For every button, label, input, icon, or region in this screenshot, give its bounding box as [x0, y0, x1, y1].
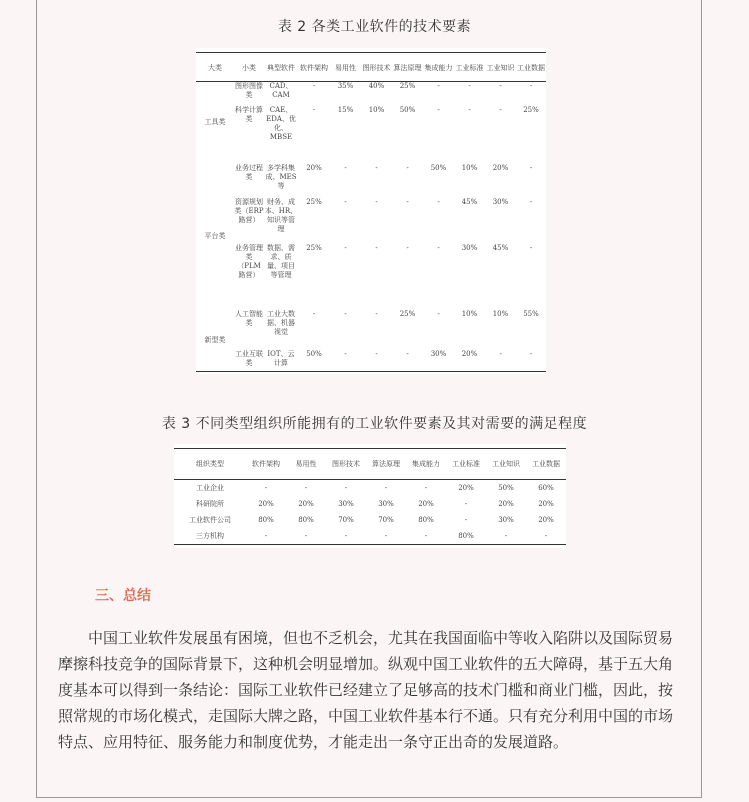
table2-header-cell: 集成能力 — [424, 63, 453, 72]
table3-cell: 80% — [418, 515, 434, 524]
table3-org: 工业软件公司 — [189, 515, 231, 524]
table2-cell: - — [375, 197, 378, 206]
table3-cell: - — [504, 531, 508, 540]
table2-cell: 30% — [492, 197, 509, 206]
table3-cell: 20% — [258, 499, 274, 508]
table2-cell: - — [499, 349, 502, 358]
table3-cell: 20% — [298, 499, 314, 508]
table2-sub: 图形图像类 — [235, 82, 263, 99]
table3-cell: 20% — [418, 499, 434, 508]
table3-cell: - — [344, 483, 348, 492]
table2-cell: 25% — [399, 309, 416, 318]
table2-cell: 10% — [368, 105, 385, 114]
table3-cell: - — [344, 531, 348, 540]
table2-header-cell: 小类 — [242, 63, 256, 72]
table2-sub: 人工智能类 — [235, 309, 263, 327]
table2-header-cell: 易用性 — [335, 63, 356, 72]
table3-org: 科研院所 — [196, 499, 224, 508]
table2-header-cell: 工业知识 — [486, 63, 515, 72]
table2-cell: - — [406, 197, 409, 206]
table2-cell: - — [375, 243, 378, 252]
table3-org: 工业企业 — [196, 483, 224, 492]
table2-image — [196, 48, 546, 374]
table2-cell: - — [499, 82, 502, 90]
table3-cell: - — [464, 499, 468, 508]
table2-cell: - — [312, 309, 316, 318]
table3-header-cell: 组织类型 — [196, 459, 224, 468]
table2-cell: - — [437, 197, 440, 206]
table2-cell: - — [499, 105, 502, 114]
table2-cell: 25% — [306, 197, 322, 206]
table3-cell: 20% — [498, 499, 514, 508]
table2-cell: - — [344, 349, 347, 358]
table2-sub: 业务管理类（PLM 路营） — [235, 243, 263, 279]
table3-cell: 70% — [378, 515, 394, 524]
table2-cell: 10% — [461, 163, 478, 172]
table-row — [174, 512, 566, 528]
table2 — [196, 52, 546, 372]
table2-cell: - — [406, 243, 409, 252]
table3-cell: 80% — [298, 515, 314, 524]
table2-cell: - — [529, 243, 533, 252]
table3-cell: - — [544, 531, 548, 540]
table2-typical: IOT、云计算 — [267, 349, 295, 367]
table2-cell: - — [468, 105, 471, 114]
table2-cell: 10% — [492, 309, 509, 318]
table2-typical: CAE、EDA、优化、MBSE — [266, 105, 296, 141]
table2-cell: - — [375, 309, 378, 318]
table2-cell: 15% — [337, 105, 354, 114]
table3-header-cell: 集成能力 — [412, 459, 440, 468]
table2-cell: 45% — [461, 197, 478, 206]
table2-cell: 20% — [306, 163, 322, 172]
table2-cell: - — [312, 82, 316, 90]
table2-cell: - — [344, 309, 347, 318]
table-row — [174, 528, 566, 545]
table3-header-row — [174, 449, 566, 480]
table2-cell: 50% — [399, 105, 416, 114]
table2-cell: 30% — [461, 243, 478, 252]
table2-category: 工具类 — [204, 118, 226, 127]
table3-cell: - — [384, 531, 388, 540]
table3-cell: - — [464, 515, 468, 524]
table2-cell: 20% — [461, 349, 478, 358]
table2-caption: 表 2 各类工业软件的技术要素 — [277, 19, 472, 35]
table3 — [174, 448, 566, 545]
table2-cell: - — [529, 197, 533, 206]
table3-header-cell: 软件架构 — [252, 459, 280, 468]
table3-cell: - — [264, 531, 268, 540]
table3-cell: 30% — [498, 515, 514, 524]
table2-cell: - — [529, 82, 533, 90]
table3-image — [174, 444, 566, 548]
table3-header-cell: 工业知识 — [492, 459, 520, 468]
table2-cell: 40% — [368, 82, 385, 90]
table3-cell: - — [424, 531, 428, 540]
table2-cell: - — [529, 349, 533, 358]
table2-cell: 35% — [337, 82, 354, 90]
table3-cell: - — [424, 483, 428, 492]
table3-cell: 50% — [498, 483, 514, 492]
table2-category: 新型类 — [204, 335, 226, 344]
table2-cell: 20% — [492, 163, 509, 172]
table3-cell: 30% — [338, 499, 354, 508]
table3-header-cell: 图形技术 — [332, 459, 360, 468]
table2-cell: 25% — [306, 243, 322, 252]
table3-cell: - — [384, 483, 388, 492]
table2-header-row — [196, 53, 546, 82]
table-row — [196, 106, 546, 164]
table3-cell: - — [264, 483, 268, 492]
table3-cell: 80% — [258, 515, 274, 524]
table3-caption: 表 3 不同类型组织所能拥有的工业软件要素及其对需要的满足程度 — [161, 416, 588, 432]
table3-cell: 60% — [538, 483, 554, 492]
table2-cell: - — [344, 243, 347, 252]
table3-cell: 70% — [338, 515, 354, 524]
table2-cell: - — [437, 82, 440, 90]
table3-org: 三方机构 — [196, 531, 224, 540]
table2-cell: - — [468, 82, 471, 90]
table2-header-cell: 大类 — [208, 63, 222, 72]
table-row — [196, 310, 546, 350]
table2-sub: 业务过程类 — [235, 163, 263, 181]
table2-cell: 30% — [430, 349, 447, 358]
table2-cell: - — [437, 243, 440, 252]
table3-cell: 80% — [458, 531, 474, 540]
table2-cell: - — [437, 309, 440, 318]
table3-header-cell: 工业数据 — [532, 459, 560, 468]
table2-header-cell: 工业数据 — [517, 63, 545, 72]
table2-cell: 25% — [523, 105, 539, 114]
table2-typical: CAD、CAM — [269, 82, 293, 99]
table2-cell: - — [312, 105, 316, 114]
table2-cell: 50% — [306, 349, 322, 358]
table2-cell: - — [375, 163, 378, 172]
table2-cell: 50% — [430, 163, 447, 172]
table3-cell: 20% — [538, 499, 554, 508]
table3-cell: 30% — [378, 499, 394, 508]
table2-cell: - — [344, 163, 347, 172]
table3-cell: 20% — [538, 515, 554, 524]
table2-header-cell: 算法原理 — [393, 63, 422, 72]
table2-cell: - — [406, 163, 409, 172]
table2-typical: 财务、成本、HR、知识等管理 — [264, 197, 298, 233]
table2-typical: 工业大数据、机器视觉 — [267, 309, 295, 336]
table3-header-cell: 易用性 — [295, 459, 317, 468]
table2-cell: - — [437, 105, 440, 114]
summary-paragraph: 中国工业软件发展虽有困境，但也不乏机会，尤其在我国面临中等收入陷阱以及国际贸易摩擦科技竞争的国际背景下，这种机会明显增加。纵观中国工业软件的五大障碍，基于五大角度基本可以得到一条结论：国际工业软件已经建立了足够高的技术门槛和商业门槛，因此，按照常规的市场化模式，走国际大牌之路，中国工业软件基本行不通。只有充分利用中国的市场特点、应用特征、服务能力和制度优势，才能走出一条守正出奇的发展道路。 — [58, 629, 674, 751]
table2-cell: - — [375, 349, 378, 358]
table2-cell: - — [529, 163, 533, 172]
table-row — [174, 496, 566, 512]
table2-header-cell: 典型软件 — [267, 63, 295, 72]
table-row — [196, 350, 546, 372]
table2-cell: 45% — [492, 243, 509, 252]
table2-header-cell: 软件架构 — [300, 63, 328, 72]
table3-cell: 20% — [458, 483, 474, 492]
table2-typical: 多学科集成、MES 等 — [265, 163, 297, 190]
table2-cell: 10% — [461, 309, 478, 318]
table2-typical: 数据、需求、质量、项目等管理 — [267, 243, 295, 279]
table2-cell: 25% — [399, 82, 416, 90]
section-heading: 三、总结 — [95, 588, 151, 604]
table2-sub: 资源规划类（ERP 路营） — [234, 197, 264, 224]
table2-cell: - — [344, 197, 347, 206]
table-row — [174, 480, 566, 497]
table2-sub: 科学计算类 — [235, 105, 263, 123]
table2-header-cell: 工业标准 — [455, 63, 484, 72]
table2-category: 平台类 — [204, 232, 226, 240]
table2-cell: - — [406, 349, 409, 358]
table2-header-cell: 图形技术 — [362, 63, 391, 72]
table2-sub: 工业互联类 — [235, 349, 263, 367]
table3-cell: - — [304, 483, 308, 492]
table-row — [196, 198, 546, 244]
table3-header-cell: 算法原理 — [372, 459, 400, 468]
table2-cell: 55% — [523, 309, 539, 318]
table-row — [196, 82, 546, 106]
table-row — [196, 244, 546, 310]
table-row — [196, 164, 546, 198]
table3-header-cell: 工业标准 — [452, 459, 480, 468]
table3-cell: - — [304, 531, 308, 540]
